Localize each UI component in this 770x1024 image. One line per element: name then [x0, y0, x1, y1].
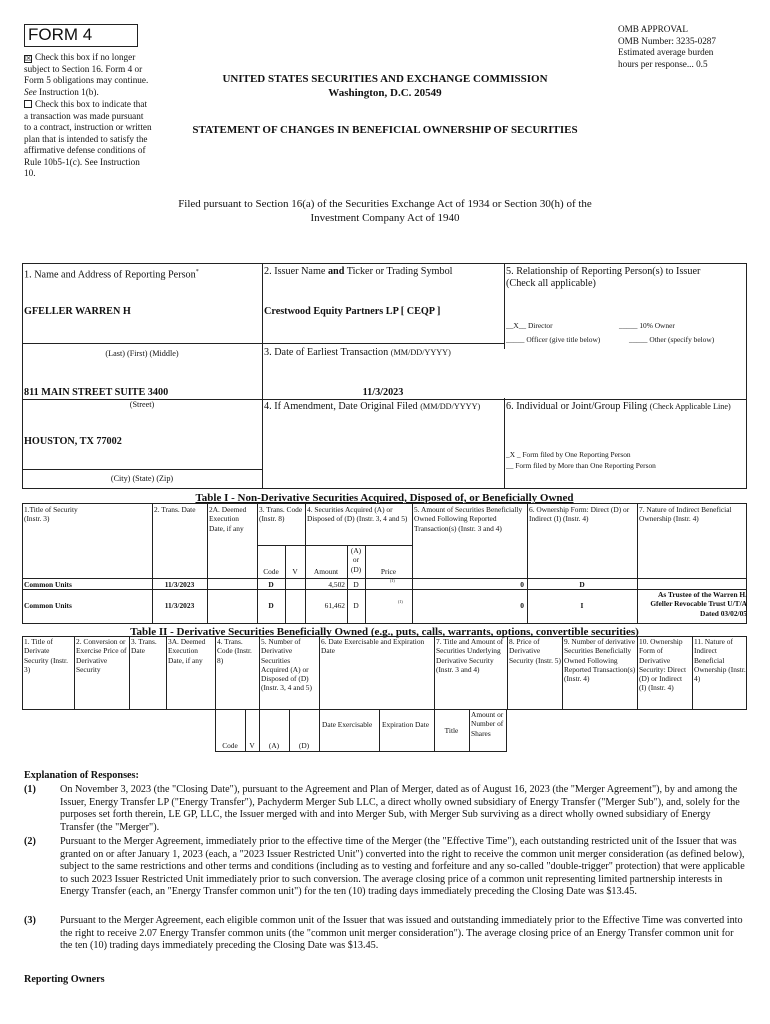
t2-h7: 7. Title and Amount of Securities Underlying Derivative Security (Instr. 3 and 4)	[436, 637, 504, 674]
t1-row1-date: 11/3/2023	[164, 580, 195, 589]
t1-row1-amount: 4,502	[328, 580, 345, 589]
reporting-owners-heading: Reporting Owners	[24, 974, 105, 985]
relationship-officer[interactable]: _____ Officer (give title below)	[506, 335, 601, 344]
checkbox-2-text: Check this box to indicate that a transaction was made pursuant to a contract, instruction or written plan that is intended to satisfy the affirmative defense conditions of Rule 10b5-1(c). See Instruction 10.	[24, 99, 152, 178]
t2-h6: 6. Date Exercisable and Expiration Date	[321, 637, 425, 656]
relationship-10pct-owner[interactable]: _____ 10% Owner	[619, 321, 675, 330]
checkbox-1-text: Check this box if no longer subject to Section 16. Form 4 or Form 5 obligations may continue.	[24, 52, 149, 85]
t1-h1: 1.Title of Security (Instr. 3)	[24, 505, 78, 524]
omb-line-2: OMB Number: 3235-0287	[618, 35, 716, 46]
t2-h2: 2. Conversion or Exercise Price of Derivative Security	[76, 637, 127, 674]
t2-h4: 4. Trans. Code (Instr. 8)	[217, 637, 252, 665]
explanation-3-text: Pursuant to the Merger Agreement, each eligible common unit of the Issuer that was issued and outstanding immediately prior to the Effective Time was converted into the right to receive 2.07 Energy Transfer common units (the "common unit merger consideration"). The average closing price of an Energy Transfer common unit for the ten (10) trading days immediately preceding the Closing Date was $13.45.	[60, 915, 743, 951]
t1-row1-price-note: (1)	[390, 578, 395, 583]
t1-sub-amount: Amount	[313, 567, 339, 576]
box3-label: 3. Date of Earliest Transaction (MM/DD/YYYY)	[264, 347, 451, 358]
t2-sub-exercisable: Date Exercisable	[322, 720, 373, 729]
t1-row2-code: D	[268, 601, 274, 610]
reporting-grid	[22, 263, 747, 489]
explanation-2-text: Pursuant to the Merger Agreement, immediately prior to the effective time of the Merger (the "Effective Time"), each outstanding restricted unit of the Issuer that was granted on or after January 1, 2023 (each, a "2023 Issuer Restricted Unit") converted into the right to receive the common unit merger consideration (as defined below), subject to the same restrictions and other terms and conditions (including as to vesting and forfeiture and any so-called "double-trigger" protection) that were applicable to such 2023 Issuer Restricted Unit immediately prior to such conversion. The average closing price of a common unit representing limited partnership interests in Energy Transfer (each, an "Energy Transfer common unit") for the ten (10) trading days immediately preceding the Closing Date was $13.45.	[60, 836, 745, 897]
checkbox-2-box[interactable]	[24, 100, 32, 108]
t2-sub-amount: Amount or Number of Shares	[471, 710, 504, 738]
t1-row2-title: Common Units	[24, 601, 72, 610]
omb-line-4: hours per response... 0.5	[618, 58, 708, 69]
t2-h3a: 3A. Deemed Execution Date, if any	[168, 637, 206, 665]
filed-pursuant-line-2: Investment Company Act of 1940	[310, 212, 460, 224]
t1-sub-price: Price	[380, 567, 397, 576]
t2-h10: 10. Ownership Form of Derivative Security: Direct (D) or Indirect (I) (Instr. 4)	[639, 637, 686, 693]
t1-row2-nature: As Trustee of the Warren H. Gfeller Revocable Trust U/T/A Dated 03/02/05	[650, 590, 747, 618]
t1-row1-owned: 0	[520, 580, 524, 589]
reporting-person-city: HOUSTON, TX 77002	[24, 436, 122, 447]
t1-sub-ad: (A) or (D)	[350, 546, 362, 574]
t2-sub-v: V	[249, 741, 255, 750]
t1-h2a: 2A. Deemed Execution Date, if any	[209, 505, 247, 533]
form-title: FORM 4	[28, 25, 93, 44]
box4-label: 4. If Amendment, Date Original Filed (MM/DD/YYYY)	[264, 401, 481, 412]
checkbox-no-longer-subject[interactable]	[24, 52, 152, 98]
t2-h9: 9. Number of derivative Securities Beneficially Owned Following Reported Transaction(s) (Instr. 4)	[564, 637, 636, 684]
t1-row2-date: 11/3/2023	[164, 601, 195, 610]
box5-label: 5. Relationship of Reporting Person(s) to Issuer (Check all applicable)	[506, 266, 701, 290]
t1-row2-ad: D	[353, 601, 359, 610]
t1-row2-owned: 0	[520, 601, 524, 610]
checkbox-rule-10b5[interactable]	[24, 99, 152, 180]
table2-title: Table II - Derivative Securities Beneficially Owned (e.g., puts, calls, warrants, options, convertible securities)	[130, 626, 639, 638]
t1-row2-price-note: (1)	[398, 599, 403, 604]
t1-h4: 4. Securities Acquired (A) or Disposed of (D) (Instr. 3, 4 and 5)	[307, 505, 408, 524]
reporting-person-street: 811 MAIN STREET SUITE 3400	[24, 387, 169, 398]
checkbox-1-box[interactable]: ☒	[25, 54, 33, 63]
t2-h11: 11. Nature of Indirect Beneficial Ownership (Instr. 4)	[694, 637, 746, 684]
name-caption: (Last) (First) (Middle)	[105, 349, 179, 358]
explanation-3-num: (3)	[24, 915, 36, 926]
t2-h1: 1. Title of Derivate Security (Instr. 3)	[24, 637, 68, 674]
agency-name: UNITED STATES SECURITIES AND EXCHANGE COMMISSION	[222, 73, 548, 85]
t2-sub-d: (D)	[298, 741, 310, 750]
t1-h7: 7. Nature of Indirect Beneficial Ownership (Instr. 4)	[639, 505, 732, 524]
explanation-2-num: (2)	[24, 836, 36, 847]
t2-h5: 5. Number of Derivative Securities Acquired (A) or Disposed of (D) (Instr. 3, 4 and 5)	[261, 637, 312, 693]
earliest-transaction-date: 11/3/2023	[362, 387, 404, 398]
explanation-1-text: On November 3, 2023 (the "Closing Date"), pursuant to the Agreement and Plan of Merger, dated as of August 16, 2023 (the "Merger Agreement"), by and among the Issuer, Energy Transfer LP ("Energy Transfer"), Pachyderm Merger Sub LLC, a direct wholly owned subsidiary of Energy Transfer ("Merger Sub"), and, solely for the purposes set forth therein, LE GP, LLC, the Issuer merged with and into Merger Sub, with Merger Sub surviving as a direct wholly owned subsidiary of Energy Transfer (the "Merger").	[60, 784, 740, 833]
box1-label: 1. Name and Address of Reporting Person*	[24, 269, 199, 281]
table1-title: Table I - Non-Derivative Securities Acquired, Disposed of, or Beneficially Owned	[195, 492, 574, 504]
explanation-1-num: (1)	[24, 784, 36, 795]
t2-sub-code: Code	[222, 741, 238, 750]
agency-city: Washington, D.C. 20549	[328, 87, 442, 99]
omb-approval	[618, 24, 758, 70]
t1-row1-title: Common Units	[24, 580, 72, 589]
issuer-name: Crestwood Equity Partners LP [ CEQP ]	[264, 306, 441, 317]
reporting-person-name: GFELLER WARREN H	[24, 306, 131, 317]
t2-h3: 3. Trans. Date	[131, 637, 157, 656]
filed-pursuant-line-1: Filed pursuant to Section 16(a) of the Securities Exchange Act of 1934 or Section 30(h) of the	[178, 198, 592, 210]
statement-title: STATEMENT OF CHANGES IN BENEFICIAL OWNERSHIP OF SECURITIES	[192, 124, 578, 136]
t1-row2-amount: 61,462	[324, 601, 345, 610]
filing-one-person[interactable]: _X _ Form filed by One Reporting Person	[506, 450, 631, 459]
relationship-other[interactable]: _____ Other (specify below)	[629, 335, 715, 344]
t1-h6: 6. Ownership Form: Direct (D) or Indirect (I) (Instr. 4)	[529, 505, 630, 524]
t1-row2-form: I	[580, 601, 584, 610]
omb-line-3: Estimated average burden	[618, 47, 714, 57]
explanation-heading: Explanation of Responses:	[24, 770, 139, 781]
t2-sub-expiration: Expiration Date	[382, 720, 429, 729]
box6-label: 6. Individual or Joint/Group Filing (Check Applicable Line)	[506, 401, 731, 412]
t1-sub-code: Code	[263, 567, 279, 576]
t1-row1-code: D	[268, 580, 274, 589]
t2-sub-title: Title	[444, 726, 459, 735]
t1-row1-ad: D	[353, 580, 359, 589]
t1-h5: 5. Amount of Securities Beneficially Owned Following Reported Transaction(s) (Instr. 3 and 4)	[414, 505, 523, 533]
t1-h2: 2. Trans. Date	[154, 505, 196, 514]
checkbox-1-see: See	[24, 86, 37, 97]
city-caption: (City) (State) (Zip)	[110, 474, 174, 483]
checkbox-1-instruction: Instruction 1(b).	[39, 86, 99, 97]
t1-h3: 3. Trans. Code (Instr. 8)	[259, 505, 303, 524]
box2-label: 2. Issuer Name and Ticker or Trading Symbol	[264, 266, 453, 277]
t1-row1-form: D	[579, 580, 585, 589]
street-caption: (Street)	[129, 400, 155, 409]
t2-sub-a: (A)	[268, 741, 280, 750]
omb-line-1: OMB APPROVAL	[618, 24, 689, 34]
t2-h8: 8. Price of Derivative Security (Instr. 5)	[509, 637, 561, 665]
relationship-director[interactable]: __X__ Director	[506, 321, 553, 330]
filing-more-persons[interactable]: __ Form filed by More than One Reporting Person	[506, 461, 656, 470]
box1-asterisk: *	[195, 269, 199, 275]
t1-sub-v: V	[292, 567, 298, 576]
